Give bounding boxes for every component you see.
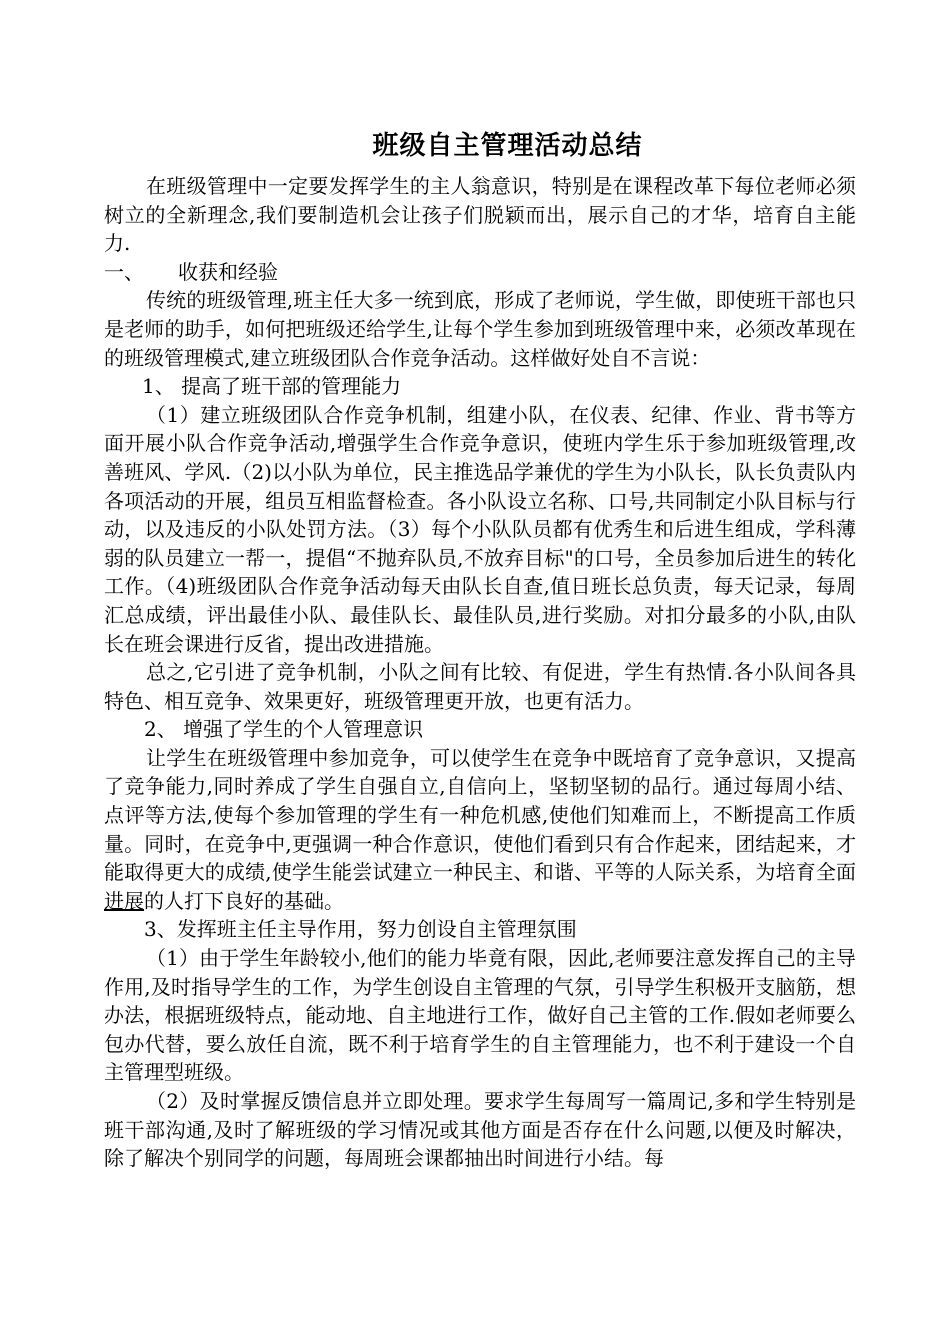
sub3-paragraph-2: （2）及时掌握反馈信息并立即处理。要求学生每周写一篇周记,多和学生特别是班干部沟通,及时了解班级的学习情况或其他方面是否存在什么问题,以便及时解决，除了解决个别同学的问题，每周班会课都抽出时间进行小结。每 xyxy=(104,1089,856,1171)
sub3-paragraph-1: （1）由于学生年龄较小,他们的能力毕竟有限，因此,老师要注意发挥自己的主导作用,及时指导学生的工作，为学生创设自主管理的气氛，引导学生积极开支脑筋，想办法，根据班级特点，能动地、自主地进行工作，做好自己主管的工作.假如老师要么包办代替，要么放任自流，既不利于培育学生的自主管理能力，也不利于建设一个自主管理型班级。 xyxy=(104,946,856,1085)
subsection-heading-3: 3、发挥班主任主导作用，努力创设自主管理氛围 xyxy=(144,917,577,942)
subsection-heading-2: 2、 增强了学生的个人管理意识 xyxy=(144,717,424,742)
subsection-heading-1: 1、 提高了班干部的管理能力 xyxy=(142,374,402,399)
section-heading-text: 收获和经验 xyxy=(178,259,278,284)
sub2-text-before: 让学生在班级管理中参加竞争，可以使学生在竞争中既培育了竞争意识，又提高了竞争能力,同时养成了学生自强自立,自信向上，坚韧坚韧的品行。通过每周小结、点评等方法,使每个参加管理的学生有一种危机感,使他们知难而上，不断提高工作质量。同时，在竞争中,更强调一种合作意识，使他们看到只有合作起来，团结起来，才能取得更大的成绩,使学生能尝试建立一种民主、和谐、平等的人际关系，为培育全面 xyxy=(104,745,856,885)
document-title: 班级自主管理活动总结 xyxy=(372,131,643,161)
sub1-paragraph-1: （1）建立班级团队合作竞争机制，组建小队，在仪表、纪律、作业、背书等方面开展小队合作竞争活动,增强学生合作竞争意识，使班内学生乐于参加班级管理,改善班风、学风.（2)以小队为单位，民主推选品学兼优的学生为小队长，队长负责队内各项活动的开展，组员互相监督检查。各小队设立名称、口号,共同制定小队目标与行动，以及违反的小队处罚方法。（3）每个小队队员都有优秀生和后进生组成，学科薄弱的队员建立一帮一，提倡“不抛弃队员,不放弃目标"的口号，全员参加后进生的转化工作。（4)班级团队合作竞争活动每天由队长自查,值日班长总负责，每天记录，每周汇总成绩，评出最佳小队、最佳队长、最佳队员,进行奖励。对扣分最多的小队,由队长在班会课进行反省，提出改进措施。 xyxy=(104,402,856,656)
sub2-text-after: 的人打下良好的基础。 xyxy=(144,888,344,913)
intro-paragraph: 在班级管理中一定要发挥学生的主人翁意识，特别是在课程改革下每位老师必须树立的全新理念,我们要制造机会让孩子们脱颖而出，展示自己的才华，培育自主能力. xyxy=(104,174,856,256)
sub2-underlined-word: 进展 xyxy=(104,888,144,913)
document-body xyxy=(104,172,856,1173)
section1-paragraph: 传统的班级管理,班主任大多一统到底，形成了老师说，学生做，即使班干部也只是老师的助手，如何把班级还给学生,让每个学生参加到班级管理中来，必须改革现在的班级管理模式,建立班级团队合作竞争活动。这样做好处自不言说： xyxy=(104,288,856,370)
sub1-paragraph-2: 总之,它引进了竞争机制，小队之间有比较、有促进，学生有热情.各小队间各具特色、相互竞争、效果更好，班级管理更开放，也更有活力。 xyxy=(104,660,856,713)
section-heading-1 xyxy=(104,258,856,287)
sub2-paragraph xyxy=(104,744,856,916)
section-number: 一、 xyxy=(104,259,144,284)
